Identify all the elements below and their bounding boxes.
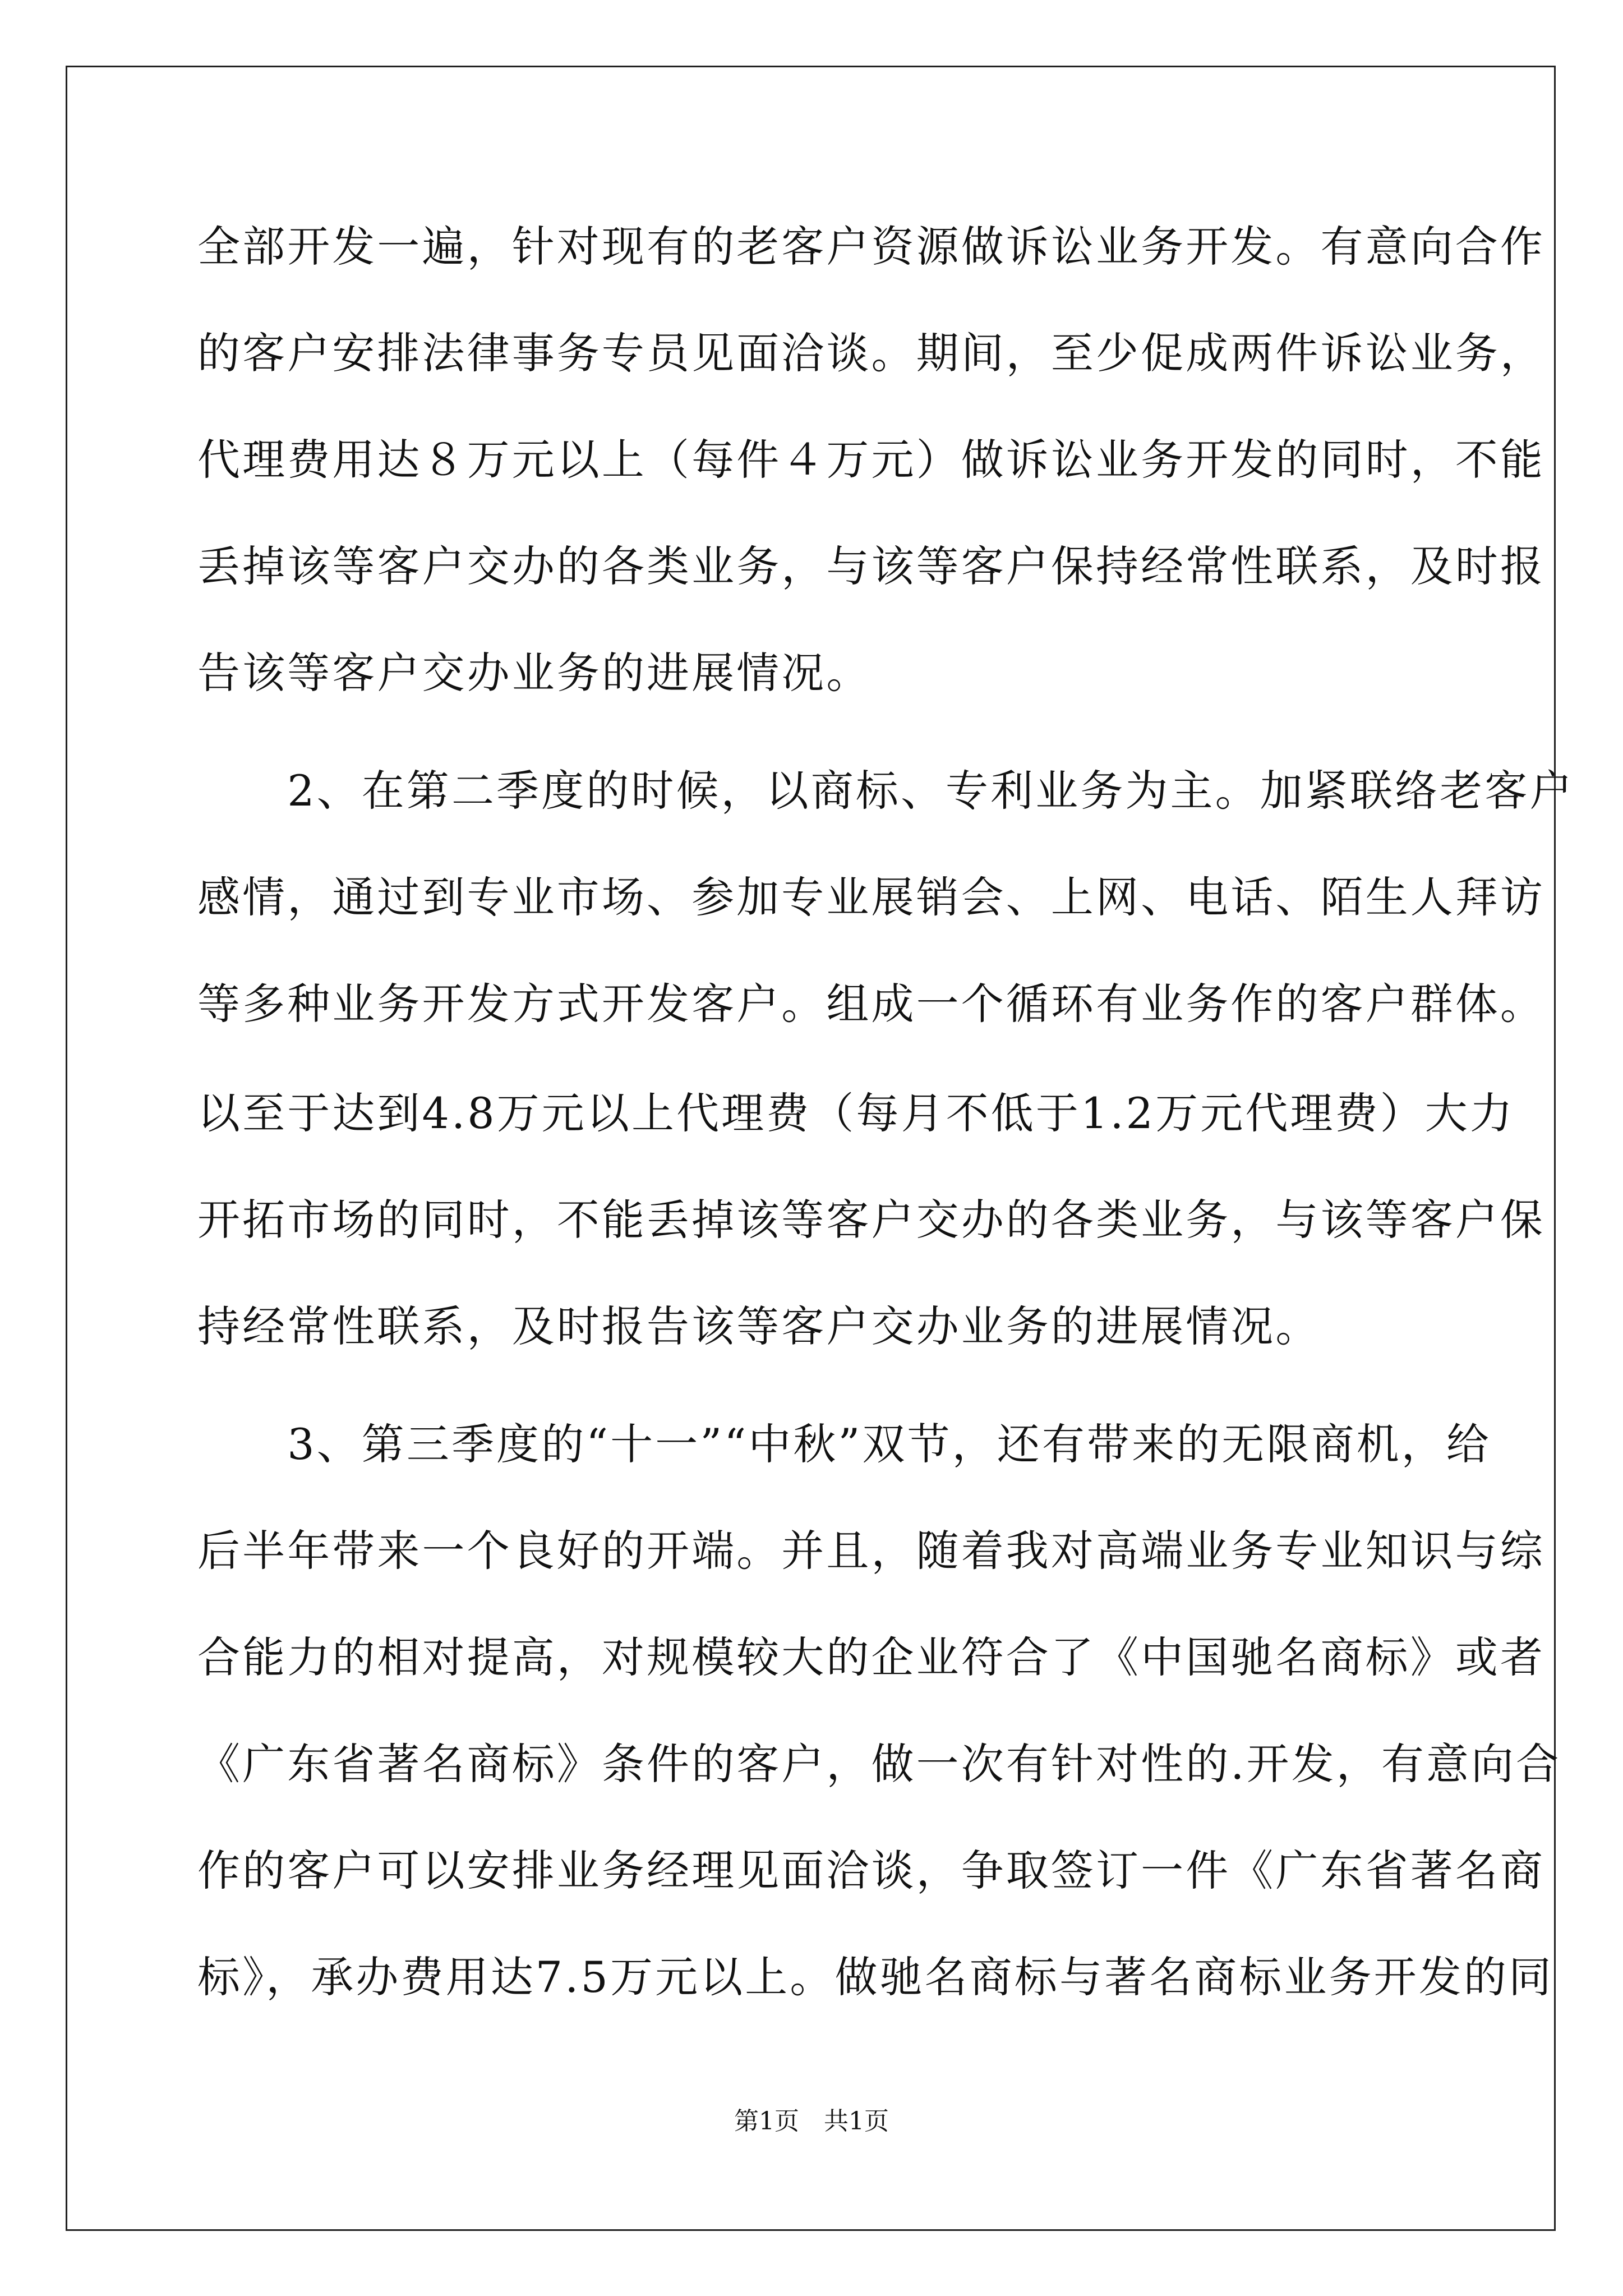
text-line: 全部开发一遍，针对现有的老客户资源做诉讼业务开发。有意向合作 (197, 222, 1545, 272)
page-number-footer: 第1页 共1页 (734, 2107, 889, 2136)
text-line: 作的客户可以安排业务经理见面洽谈，争取签订一件《广东省著名商 (197, 1846, 1545, 1895)
text-line: 丢掉该等客户交办的各类业务，与该等客户保持经常性联系，及时报 (197, 541, 1545, 591)
text-line: 合能力的相对提高，对规模较大的企业符合了《中国驰名商标》或者 (197, 1632, 1545, 1682)
text-line: 持经常性联系，及时报告该等客户交办业务的进展情况。 (197, 1301, 1321, 1351)
text-line: 标》，承办费用达7.5万元以上。做驰名商标与著名商标业务开发的同 (197, 1952, 1554, 2002)
page-border (66, 66, 1575, 2231)
text-line: 《广东省著名商标》条件的客户，做一次有针对性的.开发，有意向合 (197, 1739, 1561, 1789)
text-line: 2、在第二季度的时候，以商标、专利业务为主。加紧联络老客户 (197, 766, 1575, 816)
text-line: 告该等客户交办业务的进展情况。 (197, 648, 872, 698)
text-line: 开拓市场的同时，不能丢掉该等客户交办的各类业务，与该等客户保 (197, 1195, 1545, 1245)
text-line: 感情，通过到专业市场、参加专业展销会、上网、电话、陌生人拜访 (197, 872, 1545, 922)
text-line: 3、第三季度的“十一”“中秋”双节，还有带来的无限商机，给 (197, 1419, 1491, 1469)
text-line: 的客户安排法律事务专员见面洽谈。期间，至少促成两件诉讼业务， (197, 328, 1545, 378)
text-line: 代理费用达８万元以上（每件４万元）做诉讼业务开发的同时，不能 (197, 435, 1545, 485)
text-line: 后半年带来一个良好的开端。并且，随着我对高端业务专业知识与综 (197, 1526, 1545, 1576)
text-line: 等多种业务开发方式开发客户。组成一个循环有业务作的客户群体。 (197, 979, 1545, 1029)
text-line: 以至于达到4.8万元以上代理费（每月不低于1.2万元代理费）大力 (197, 1088, 1515, 1138)
